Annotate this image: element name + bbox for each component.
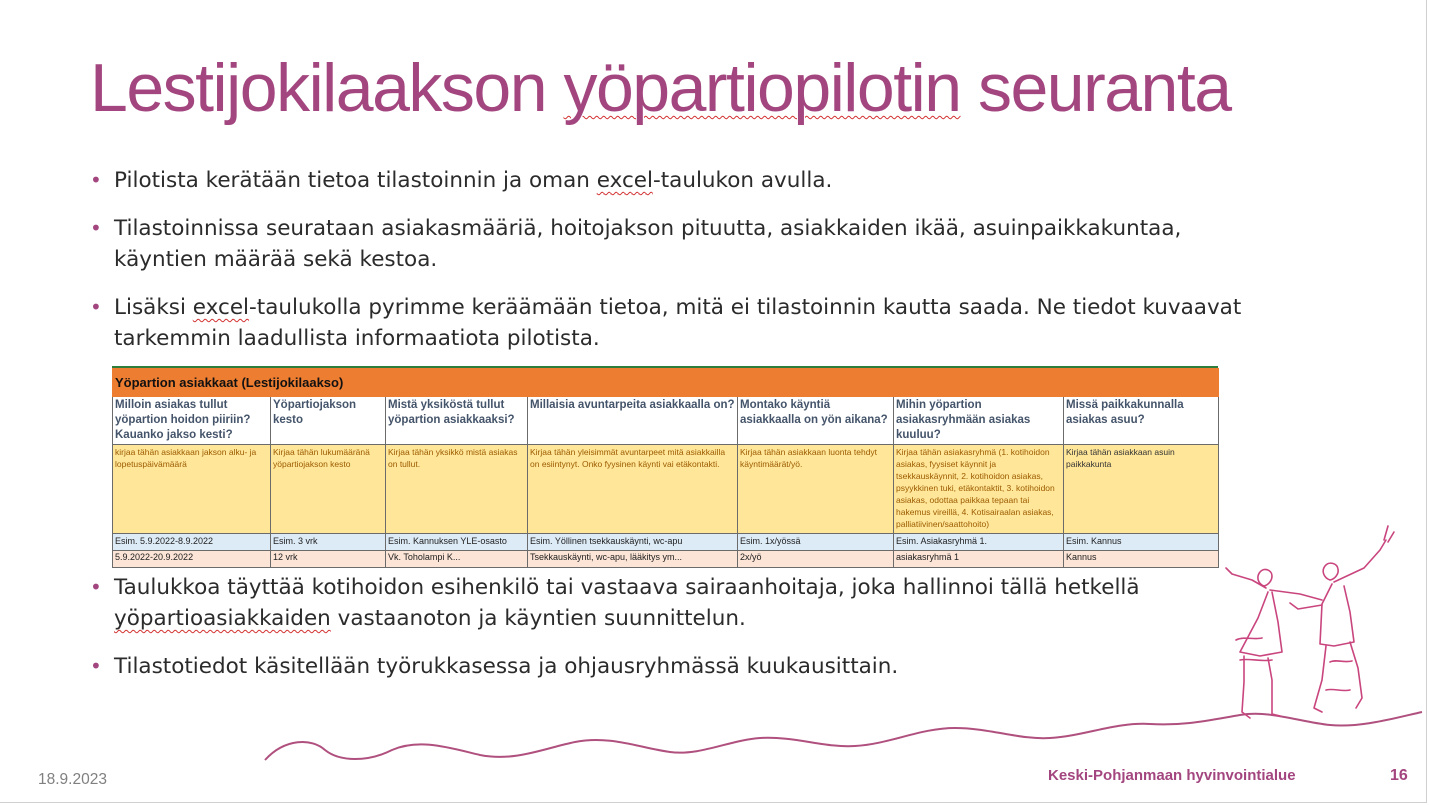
instruction-cell: Kirjaa tähän yleisimmät avuntarpeet mitä asiakkailla on esiintynyt. Onko fyysinen käynti vai etäkontakti.: [528, 445, 738, 534]
bullet-icon: •: [90, 168, 102, 192]
page-number: 16: [1390, 767, 1408, 784]
footer-date: 18.9.2023: [38, 771, 107, 788]
data-cell: asiakasryhmä 1: [894, 551, 1064, 568]
data-cell: 12 vrk: [271, 551, 386, 568]
column-header: Mistä yksiköstä tullut yöpartion asiakkaaksi?: [386, 397, 528, 445]
page-title: Lestijokilaakson yöpartiopilotin seuranta: [90, 50, 1231, 126]
bullet-item: • Tilastoinnissa seurataan asiakasmääriä, hoitojakson pituutta, asiakkaiden ikää, asuinpaikkakuntaa, käyntien määrää sekä kestoa.: [90, 213, 1250, 275]
spellcheck-word: excel: [596, 168, 653, 193]
data-cell: Kannus: [1064, 551, 1219, 568]
bullet-item: • Tilastotiedot käsitellään työrukkasessa ja ohjausryhmässä kuukausittain.: [90, 651, 1250, 682]
footer-organization: Keski-Pohjanmaan hyvinvointialue: [1048, 767, 1296, 784]
instruction-cell: Kirjaa tähän asiakkaan luonta tehdyt käyntimäärät/yö.: [738, 445, 894, 534]
instruction-cell: kirjaa tähän asiakkaan jakson alku- ja lopetuspäivämäärä: [113, 445, 271, 534]
spellcheck-word: yöpartioasiakkaiden: [114, 606, 331, 631]
example-row: [113, 534, 1219, 551]
bullet-icon: •: [90, 295, 102, 319]
column-header: Montako käyntiä asiakkaalla on yön aikana?: [738, 397, 894, 445]
data-cell: Vk. Toholampi K...: [386, 551, 528, 568]
instruction-cell: Kirjaa tähän lukumääränä yöpartiojakson kesto: [271, 445, 386, 534]
column-header: Milloin asiakas tullut yöpartion hoidon piiriin? Kauanko jakso kesti?: [113, 397, 271, 445]
wavy-line-ornament: [265, 712, 1422, 760]
data-cell: 5.9.2022-20.9.2022: [113, 551, 271, 568]
example-cell: Esim. 5.9.2022-8.9.2022: [113, 534, 271, 551]
spellcheck-word: excel: [192, 295, 250, 320]
dancing-people-line-art: [1226, 526, 1394, 718]
spreadsheet-screenshot: [112, 366, 1218, 562]
column-header: Missä paikkakunnalla asiakas asuu?: [1064, 397, 1219, 445]
bullet-item: • Lisäksi excel-taulukolla pyrimme keräämään tietoa, mitä ei tilastoinnin kautta saada. Ne tiedot kuvaavat tarkemmin laadullista informaatiota pilotista.: [90, 292, 1250, 354]
spellcheck-word: yöpartiopilotin: [563, 50, 961, 126]
instruction-cell: Kirjaa tähän asiakasryhmä (1. kotihoidon asiakas, fyysiset käynnit ja tsekkauskäynnit, 2. kotihoidon asiakas, psyykkinen tuki, etäkontaktit, 3. kotihoidon asiakas, odottaa paikkaa tepaan tai hakemus vireillä, 4. Kotisairaalan asiakas, palliatiivinen/saattohoito): [894, 445, 1064, 534]
example-cell: Esim. Kannuksen YLE-osasto: [386, 534, 528, 551]
column-header: Yöpartiojakson kesto: [271, 397, 386, 445]
example-cell: Esim. Yöllinen tsekkauskäynti, wc-apu: [528, 534, 738, 551]
bullet-icon: •: [90, 575, 102, 599]
instruction-row: [113, 445, 1219, 534]
partial-data-row: [113, 551, 1219, 568]
example-cell: Esim. 1x/yössä: [738, 534, 894, 551]
spreadsheet-title: Yöpartion asiakkaat (Lestijokilaakso): [113, 369, 1219, 397]
data-cell: Tsekkauskäynti, wc-apu, lääkitys ym...: [528, 551, 738, 568]
bullet-icon: •: [90, 654, 102, 678]
example-cell: Esim. Asiakasryhmä 1.: [894, 534, 1064, 551]
column-header: Mihin yöpartion asiakasryhmään asiakas kuuluu?: [894, 397, 1064, 445]
bullet-list-bottom: [90, 572, 1250, 699]
bullet-item: • Taulukkoa täyttää kotihoidon esihenkilö tai vastaava sairaanhoitaja, joka hallinnoi tällä hetkellä yöpartioasiakkaiden vastaanoton ja käyntien suunnittelun.: [90, 572, 1250, 634]
data-cell: 2x/yö: [738, 551, 894, 568]
spreadsheet-header-row: [113, 397, 1219, 445]
bullet-item: • Pilotista kerätään tietoa tilastoinnin ja oman excel-taulukon avulla.: [90, 165, 1250, 196]
example-cell: Esim. Kannus: [1064, 534, 1219, 551]
bullet-list-top: [90, 165, 1250, 371]
example-cell: Esim. 3 vrk: [271, 534, 386, 551]
instruction-cell: Kirjaa tähän asiakkaan asuin paikkakunta: [1064, 445, 1219, 534]
bullet-icon: •: [90, 216, 102, 240]
instruction-cell: Kirjaa tähän yksikkö mistä asiakas on tullut.: [386, 445, 528, 534]
column-header: Millaisia avuntarpeita asiakkaalla on?: [528, 397, 738, 445]
